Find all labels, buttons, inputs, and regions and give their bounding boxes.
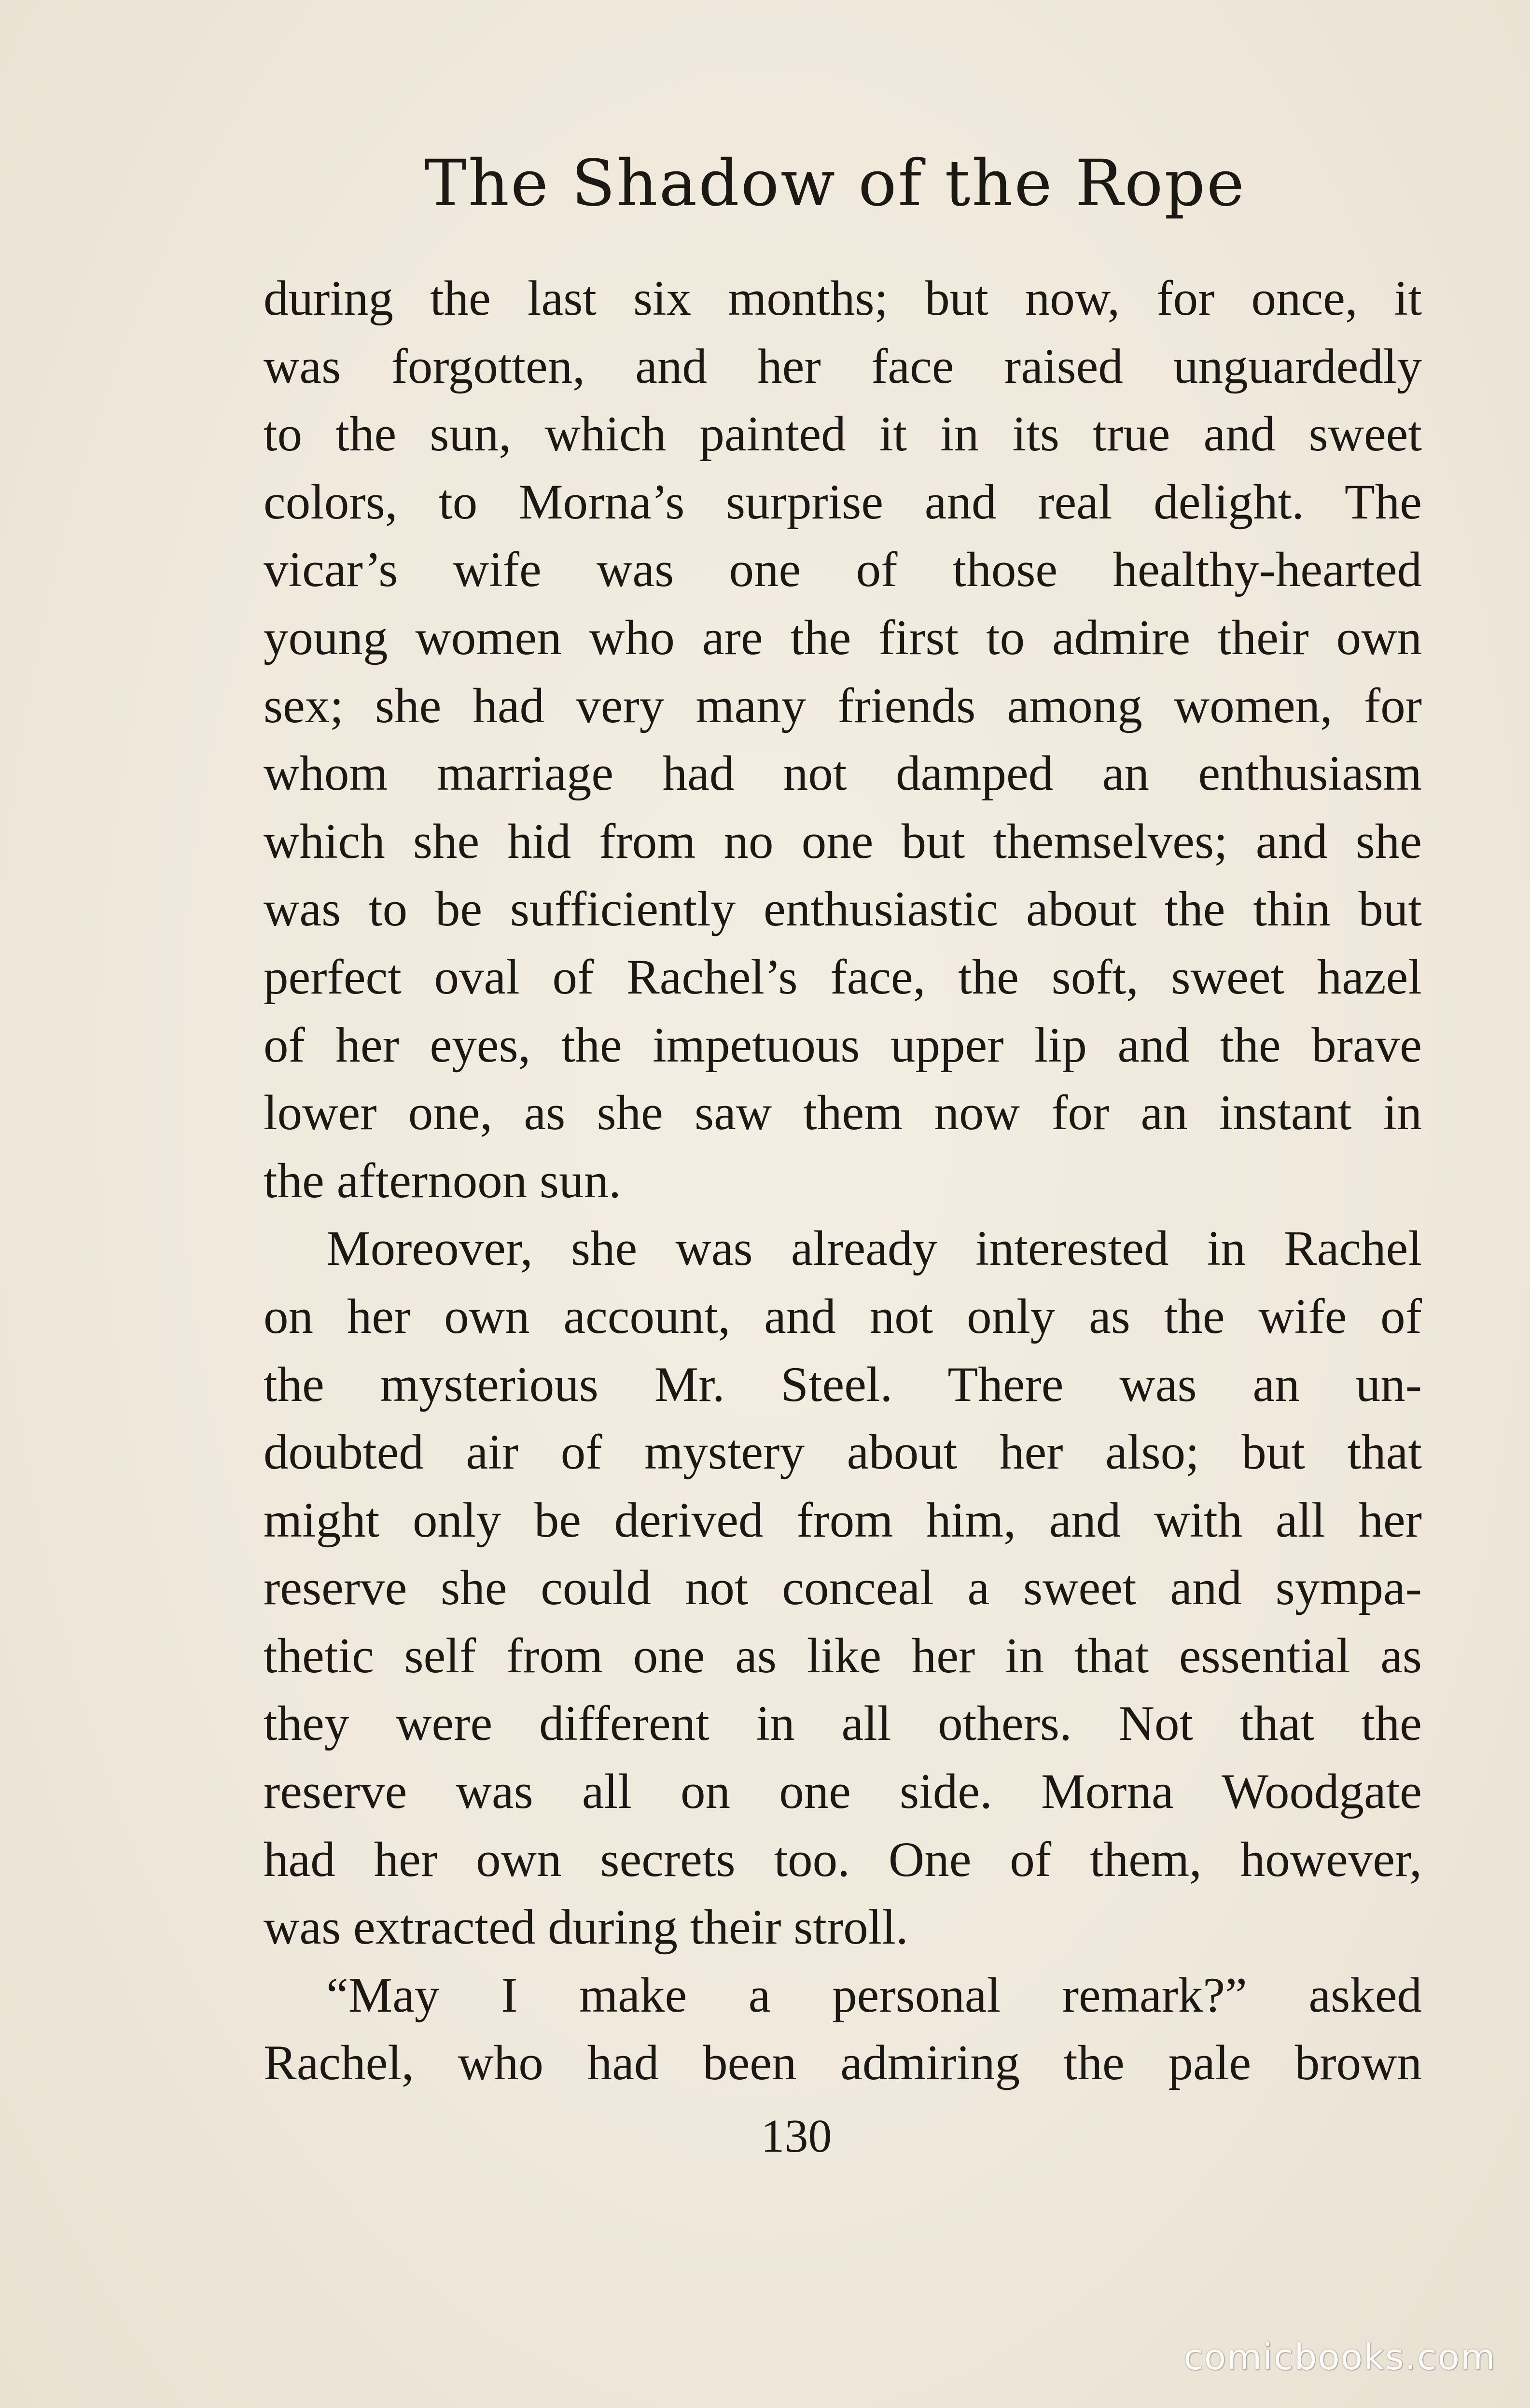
text-line: whom marriage had not damped an enthusiasm bbox=[264, 746, 1422, 801]
text-line: Rachel, who had been admiring the pale brown bbox=[264, 2035, 1422, 2091]
page-number: 130 bbox=[761, 2110, 832, 2162]
body-text bbox=[264, 265, 1422, 2097]
text-line: young women who are the first to admire their own bbox=[264, 610, 1422, 665]
text-line: on her own account, and not only as the wife of bbox=[264, 1288, 1422, 1344]
text-line: which she hid from no one but themselves; and she bbox=[264, 813, 1422, 869]
text-line: the afternoon sun. bbox=[264, 1153, 621, 1208]
text-line: Moreover, she was already interested in Rachel bbox=[326, 1221, 1422, 1276]
text-line: lower one, as she saw them now for an instant in bbox=[264, 1085, 1422, 1141]
text-line: doubted air of mystery about her also; but that bbox=[264, 1425, 1422, 1480]
text-line: vicar’s wife was one of those healthy-hearted bbox=[264, 542, 1422, 598]
watermark: comicbooks.com bbox=[1183, 2337, 1496, 2378]
text-line: “May I make a personal remark?” asked bbox=[326, 1967, 1422, 2023]
text-line: during the last six months; but now, for once, it bbox=[264, 271, 1422, 326]
text-line: thetic self from one as like her in that essential as bbox=[264, 1628, 1422, 1683]
text-line: they were different in all others. Not that the bbox=[264, 1696, 1422, 1751]
text-line: reserve was all on one side. Morna Woodgate bbox=[264, 1764, 1422, 1820]
text-line: reserve she could not conceal a sweet and sympa- bbox=[264, 1560, 1422, 1616]
text-line: the mysterious Mr. Steel. There was an un- bbox=[264, 1357, 1422, 1412]
text-line: perfect oval of Rachel’s face, the soft, sweet hazel bbox=[264, 949, 1422, 1005]
text-line: was extracted during their stroll. bbox=[264, 1900, 908, 1955]
text-line: was forgotten, and her face raised unguardedly bbox=[264, 338, 1422, 394]
text-line: to the sun, which painted it in its true and sweet bbox=[264, 406, 1422, 462]
text-line: was to be sufficiently enthusiastic about the thin but bbox=[264, 882, 1422, 937]
text-line: might only be derived from him, and with all her bbox=[264, 1492, 1422, 1548]
text-line: of her eyes, the impetuous upper lip and the brave bbox=[264, 1017, 1422, 1073]
text-line: had her own secrets too. One of them, however, bbox=[264, 1832, 1422, 1887]
running-head: The Shadow of the Rope bbox=[424, 146, 1246, 221]
text-line: sex; she had very many friends among women, for bbox=[264, 678, 1422, 733]
text-line: colors, to Morna’s surprise and real delight. The bbox=[264, 474, 1422, 530]
